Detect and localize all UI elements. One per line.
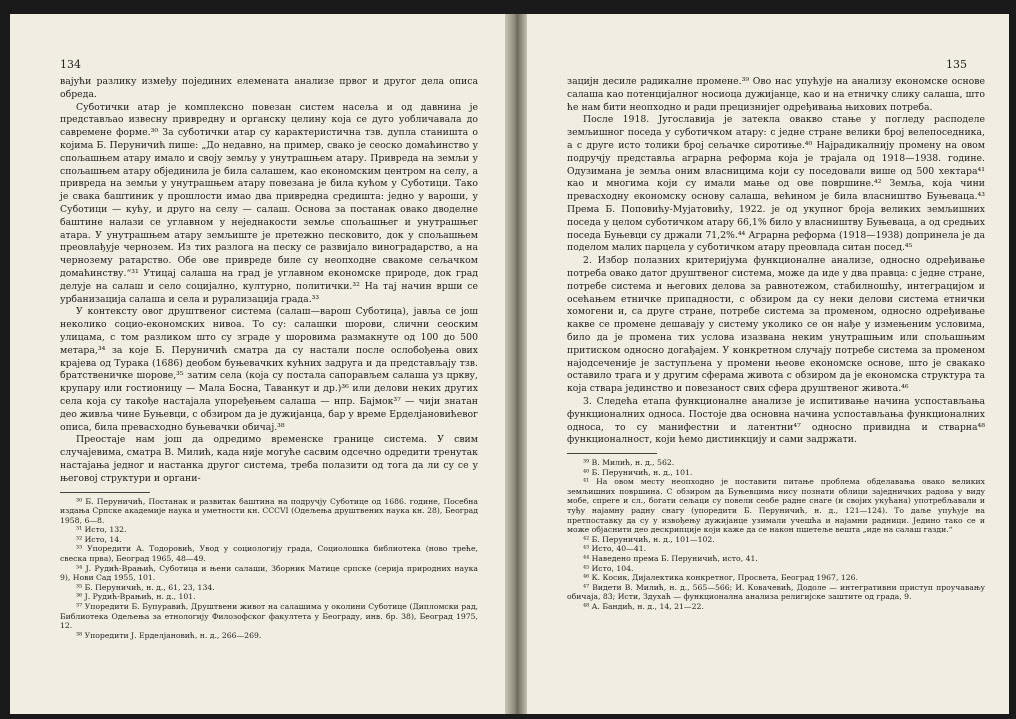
paragraph: вајући разлику између појединих елемената анализе првог и другог дела описа обреда. [60, 76, 478, 100]
page-number-right: 135 [946, 58, 967, 71]
paragraph: 3. Следећа етапа функционалне анализе је испитивање начина успостављања функционалних односа. Постоје два основна начина успостављања функционалних односа, то су манифестни и латентни⁴⁷ односно привидна и стварна⁴⁸ функционалност, који ћемо дистинкцију и сами задржати. [567, 395, 985, 446]
footnote: ⁴¹ На овом месту неопходно је поставити питање проблема обделавања овако великих земљишних површина. С обзиром да Буњевцима нису познати облици заједничких радова у виду мобе, спреге и сл., богати сељаци су повели сеобе радне снаге (и својих укућана) употребљавали и туђу најамну радну снагу (упоредити Б. Перуничић, н. д., 121—124). То даље упућује на претпоставку да су у извођењу дужијанце узимали учешћа и најамни радници. Једино тако се и може објаснити део дескрипције који каже да се након пшетеље вешта „иде на салаш газди.“ [567, 477, 985, 535]
footnote: ⁴⁸ А. Бандић, н. д., 14, 21—22. [583, 602, 704, 612]
paragraph: зацијн десиле радикалне промене.³⁹ Ово нас упућује на анализу економске основе салаша као потенцијалног носиоца дужијанце, као и на етничку слику салаша, што ће нам бити неопходно и ради прецизнијег одређивања њихових потреба. [567, 76, 985, 113]
footnote: ³³ Упоредити А. Тодоровић, Увод у социологију града, Социолошка библиотека (ново треће, свеска прва), Београд 1965, 48—49. [60, 544, 478, 564]
page-number-left: 134 [60, 58, 81, 71]
footnote: ³⁷ Упоредити Б. Бупуравић, Друштвени живот на салашима у околини Суботице (Дипломски рад, Библиотека Одељења за етнологију Филозофског факултета у Београду, инв. бр. 38), Београд 1975, 12. [60, 602, 478, 631]
footnote: ³⁵ Б. Перуничић, н. д., 61, 23, 134. [76, 582, 215, 592]
book-gutter [505, 14, 527, 714]
paragraph: Преостаје нам још да одредимо временске границе система. У свим случајевима, сматра В. Милић, када није могуће сасвим одсечно одредити тренутак настајања једног и настанка другог система, треба полазити од тога да ли су се у његовој структури и органи- [60, 434, 478, 484]
footnote: ³⁶ Ј. Рудић-Врањић, н. д., 101. [76, 592, 196, 602]
footnote: ³⁸ Упоредити Ј. Ерделјановић, н. д., 266—269. [76, 630, 262, 640]
footnote-divider [567, 453, 657, 454]
footnote: ⁴⁵ Исто, 104. [583, 563, 634, 573]
footnote: ⁴³ Исто, 40—41. [583, 544, 647, 554]
footnote: ³⁹ В. Милић, н. д., 562. [583, 458, 675, 468]
right-page [527, 14, 1009, 714]
footnote: ³⁰ Б. Перуничић, Постанак и развитак баштина на подручју Суботице од 1686. године, Посебна издања Српске академије наука и уметности кн. CCCVI (Одељења друштвених наука кн. 28), Београд 1958, 6—8. [60, 496, 478, 525]
footnote: ³¹ Исто, 132. [76, 525, 127, 535]
footnote: ⁴² Б. Перуничић, н. д., 101—102. [583, 534, 715, 544]
footnote: ⁴⁷ Видети В. Милић, н. д., 565—566; И. Ковачевић, Додоле — интегративни приступ проучавању обичаја, 83; Исти, Здухаћ — функционална анализа религијске заштите од града, 9. [567, 582, 985, 602]
paragraph: Суботички атар је комплексно повезан систем насеља и од давнина је представљао извесну привредну и органску целину која се дуго уобличавала до савремене форме.³⁰ За суботички атар су карактеристична тзв. дупла станишта о којима Б. Перуничић пише: „До недавно, на пример, свако је сеоско домаћинство у спољашњем атару имало и своју земљу у унутрашњем атару. Привреда на земљи у спољашњем атару објединила је била салашем, као економским центром на селу, а привреда на земљи у унутрашњем атару повезана је била кућом у Суботици. Тако је свака баштиник у прошлости имао два привредна средишта: једно у вароши, у Суботици — кућу, и друго на селу — салаш. Основа за постанак овако дводелне баштине налази се углавном у неједнакости земље спољашњег и унутрашњег атара. У унутрашњем атару земљиште је претежно песковито, док у спољашњем преовлађује чернозем. Из тих разлога на песку се развијало виноградарство, а на чернозему ратарство. Обе ове привреде биле су неопходне свакоме сељачком домаћинству.“³¹ Утицај салаша на град је углавном економске природе, док град делује на салаш и село социјално, културно, политички.³² На тај начин врши се урбанизација салаша и села и рурализација града.³³ [60, 101, 478, 305]
footnote: ³² Исто, 14. [76, 534, 122, 544]
footnote: ⁴⁶ К. Косик, Дијалектика конкретног, Просвета, Београд 1967, 126. [583, 573, 858, 583]
paragraph: 2. Избор полазних критеријума функционалне анализе, односно одређивање потреба овако датог друштвеног система, може да иде у два правца: с једне стране, потребе система и његових делова за равнотежом, стабилношћу, интеграцијом и осећањем етничке припадности, с обзиром да су неки делови система етнички хомогени и, са друге стране, потребе система за променом, односно одређивање какве се промене дешавају у систему уколико се он нађе у измењеним условима, било да је промена тих услова изазвана неким унутрашњим или спољашњим притиском односно догађајем. У конкретном случају потребе система за променом најодсеченије је заступљена у промени њеове економске основе, што је свакако оставило трага и у другим сферама живота с обзиром да је економска структура та која ствара јединство и повезаност свих сфера друштвеног живота.⁴⁶ [567, 255, 985, 395]
footnote-divider [60, 492, 150, 493]
footnote: ⁴⁴ Наведено према Б. Перуничић, исто, 41. [583, 554, 758, 564]
footnote: ⁴⁰ Б. Перуничић, н. д., 101. [583, 467, 693, 477]
paragraph: У контексту овог друштвеног система (салаш—варош Суботица), јавља се још неколико социо-економских нивоа. То су: салашки шорови, слични сеоским улицама, с том разликом што су зграде у шоровима размакнуте од 100 до 500 метара,³⁴ за које Б. Перуничић сматра да су настали после ослобођења ових крајева од Турака (1686) деобом буњевачких кућних задруга и да представљају тзв. братственичке шорове,³⁵ затим села (која су постала сапорављем салаша уз цркву, крупару или гостионицу — Мала Босна, Таванкут и др.)³⁶ или делови неких других села која су такође настајала упоређењем салаша — нпр. Бајмок³⁷ — чији знатан део живља чине Буњевци, с обзиром да је дужијанца, бар у време Ерделјановићевог описа, била превасходно буњевачки обичај.³⁸ [60, 306, 478, 433]
paragraph: После 1918. Југославија је затекла овакво стање у погледу расподеле земљишног поседа у суботичком атару: с једне стране велики број велепоседника, а с друге исто толики број сељачке сиротиње.⁴⁰ Најрадикалнију промену на овом подручју представља аграрна реформа која је трајала од 1918—1938. године. Одузимана је земља оним власницима који су поседовали више од 500 хектара⁴¹ као и многима који су имали мање од ове површине.⁴² Земља, која чини превасходну економску основу салаша, већином је била власништво Буњеваца.⁴³ Према Б. Поповићу-Мујатовићу, 1922. је од укупног броја великих земљишних поседа у целом суботичком атару 66,1% било у власништву Буњеваца, а од средњих поседа Буњевци су држали 71,2%.⁴⁴ Аграрна реформа (1918—1938) допринела је да поделом малих парцела у суботичком атару преовлада ситан посед.⁴⁵ [567, 114, 985, 254]
right-page-body [567, 76, 985, 612]
left-page-body [60, 76, 478, 640]
left-page [10, 14, 506, 714]
footnote: ³⁴ Ј. Рудић-Врањић, Суботица и њени салаши, Зборник Матице српске (серија природних наука 9), Нови Сад 1955, 101. [60, 563, 478, 583]
